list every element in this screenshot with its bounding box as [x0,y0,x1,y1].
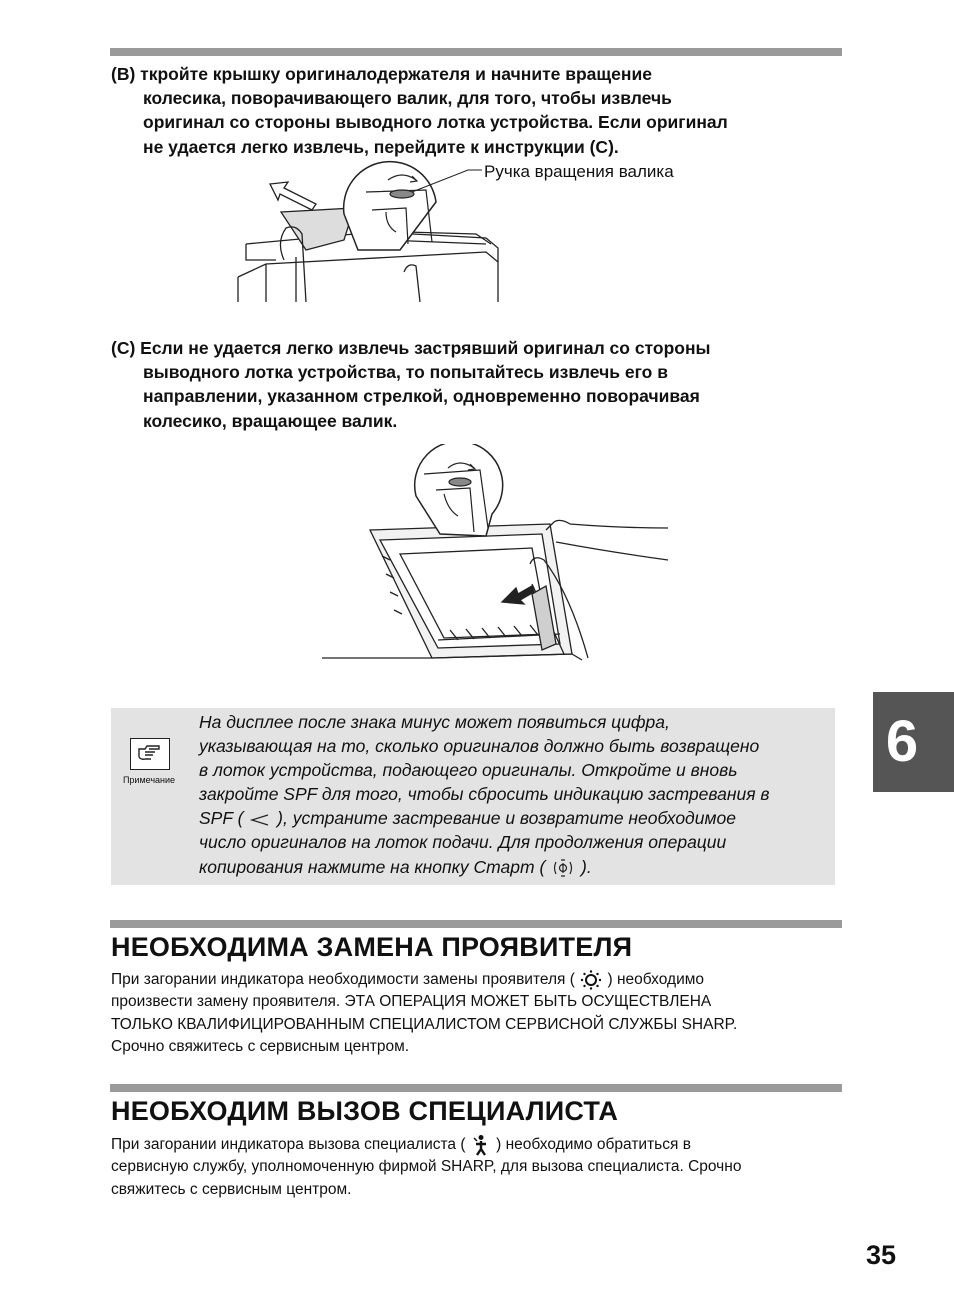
service-call-icon [470,1134,492,1156]
chapter-number: 6 [885,709,919,774]
start-button-icon [550,856,576,880]
service-line-1-post: ) необходимо обратиться в [496,1136,691,1154]
page-number: 35 [866,1240,897,1270]
step-b-line-4: не удается легко извлечь, перейдите к инструкции (C). [143,136,619,157]
note-line-7-pre: копирования нажмите на кнопку Старт ( [199,856,546,877]
developer-line-1 [111,969,841,991]
note-line-2: указывающая на то, сколько оригиналов должно быть возвращено [199,736,760,757]
step-b-line-3: оригинал со стороны выводного лотка устройства. Если оригинал [143,112,728,133]
step-c-line-3: направлении, указанном стрелкой, одновременно поворачивая [143,386,700,407]
figure-remove-original-output-tray [236,152,506,304]
service-text [111,1134,841,1201]
step-c-text [111,336,831,433]
note-label: Примечание [122,775,176,785]
section-rule-developer [110,920,842,928]
developer-heading: НЕОБХОДИМА ЗАМЕНА ПРОЯВИТЕЛЯ [111,932,633,962]
service-line-3: свяжитесь с сервисным центром. [111,1180,352,1198]
developer-line-1-pre: При загорании индикатора необходимости замены проявителя ( [111,971,575,988]
service-line-1 [111,1134,841,1156]
developer-line-4: Срочно свяжитесь с сервисным центром. [111,1037,410,1055]
section-rule-service [110,1084,842,1092]
note-line-6: число оригиналов на лоток подачи. Для продолжения операции [199,832,727,853]
developer-replacement-icon [579,970,603,990]
service-line-2: сервисную службу, уполномоченную фирмой SHARP, для вызова специалиста. Срочно [111,1158,742,1176]
step-b-text [111,62,831,159]
step-c-line-4: колесико, вращающее валик. [143,410,398,431]
note-line-7 [199,855,829,880]
section-rule-top [110,48,842,56]
note-line-3: в лоток устройства, подающего оригиналы. Откройте и вновь [199,760,738,781]
note-line-1: На дисплее после знака минус может появиться цифра, [199,712,670,732]
note-line-5 [199,806,829,830]
service-line-1-pre: При загорании индикатора вызова специалиста ( [111,1136,466,1154]
roller-knob-callout: Ручка вращения валика [484,162,674,181]
pointing-hand-icon [131,739,168,768]
note-line-5-pre: SPF ( [199,808,244,829]
note-line-4: закройте SPF для того, чтобы сбросить индикацию застревания в [199,784,770,805]
figure-remove-original-arrow-direction [320,444,672,662]
step-b-line-1: (B) ткройте крышку оригиналодержателя и начните вращение [111,64,652,84]
note-line-5-post: ), устраните застревание и возвратите необходимое [277,808,736,829]
note-line-7-post: ). [581,856,592,877]
developer-line-3: ТОЛЬКО КВАЛИФИЦИРОВАННЫМ СПЕЦИАЛИСТОМ СЕРВИСНОЙ СЛУЖБЫ SHARP. [111,1015,738,1033]
step-c-line-1: (C) Если не удается легко извлечь застрявший оригинал со стороны [111,338,711,358]
developer-text [111,969,841,1058]
step-c-line-2: выводного лотка устройства, то попытайтесь извлечь его в [143,362,668,383]
step-b-line-2: колесика, поворачивающего валик, для того, чтобы извлечь [143,88,672,109]
note-icon-frame [130,738,170,770]
spf-jam-indicator-icon [248,813,272,827]
developer-line-1-post: ) необходимо [607,971,704,988]
service-heading: НЕОБХОДИМ ВЫЗОВ СПЕЦИАЛИСТА [111,1096,619,1126]
developer-line-2: произвести замену проявителя. ЭТА ОПЕРАЦИЯ МОЖЕТ БЫТЬ ОСУЩЕСТВЛЕНА [111,993,712,1011]
note-text [199,710,829,880]
